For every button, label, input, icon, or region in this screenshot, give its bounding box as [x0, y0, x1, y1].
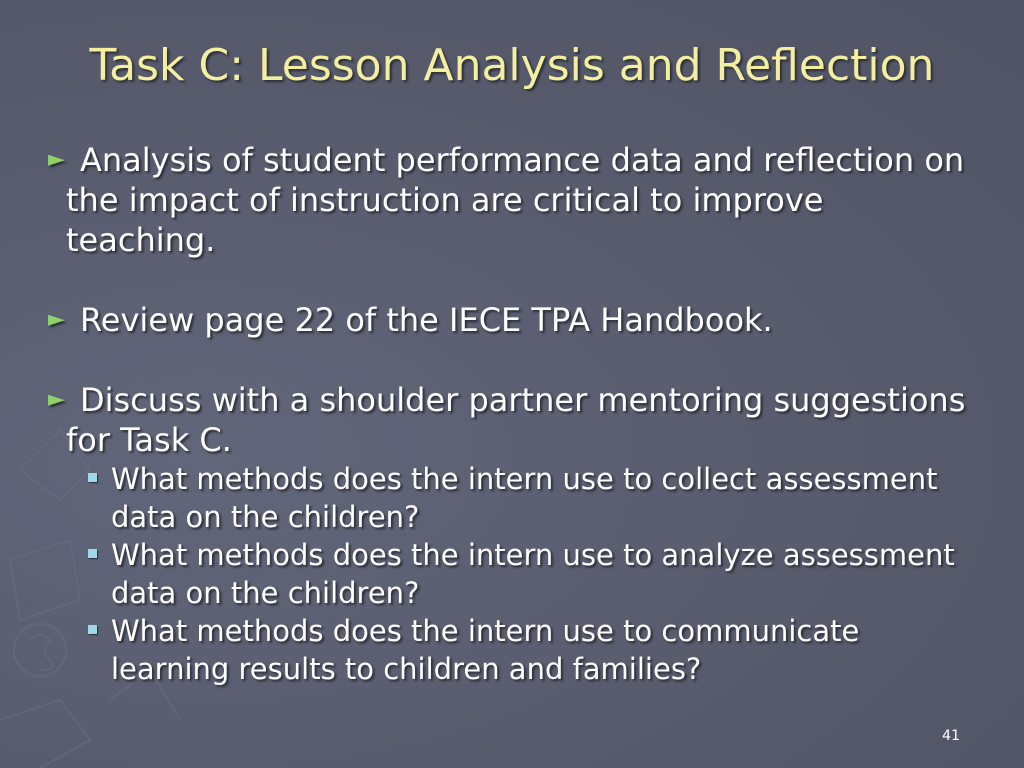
- bullet-item-2: [48, 300, 978, 340]
- bullet-item-3: [48, 380, 978, 688]
- arrow-bullet-icon: ►: [48, 147, 65, 172]
- sub-bullet-text-3: What methods does the intern use to communicate learning results to children and families?: [111, 614, 860, 686]
- sub-bullet-item-2: [66, 536, 978, 612]
- sub-bullet-item-3: [66, 612, 978, 688]
- page-number: 41: [942, 728, 960, 744]
- arrow-bullet-icon: ►: [48, 307, 65, 332]
- bullet-text-3: Discuss with a shoulder partner mentoring suggestions for Task C.: [66, 381, 966, 459]
- arrow-bullet-icon: ►: [48, 387, 65, 412]
- sub-bullet-text-2: What methods does the intern use to analyze assessment data on the children?: [111, 538, 955, 610]
- slide-content: [48, 140, 978, 688]
- square-bullet-icon: [88, 549, 97, 558]
- square-bullet-icon: [88, 473, 97, 482]
- square-bullet-icon: [88, 625, 97, 634]
- bullet-text-1: Analysis of student performance data and reflection on the impact of instruction are critical to improve teaching.: [66, 141, 965, 259]
- bullet-text-2: Review page 22 of the IECE TPA Handbook.: [80, 301, 773, 339]
- sub-bullet-list: [66, 460, 978, 688]
- sub-bullet-text-1: What methods does the intern use to collect assessment data on the children?: [111, 462, 938, 534]
- bullet-item-1: [48, 140, 978, 260]
- sub-bullet-item-1: [66, 460, 978, 536]
- slide-title: Task C: Lesson Analysis and Reflection: [89, 40, 935, 91]
